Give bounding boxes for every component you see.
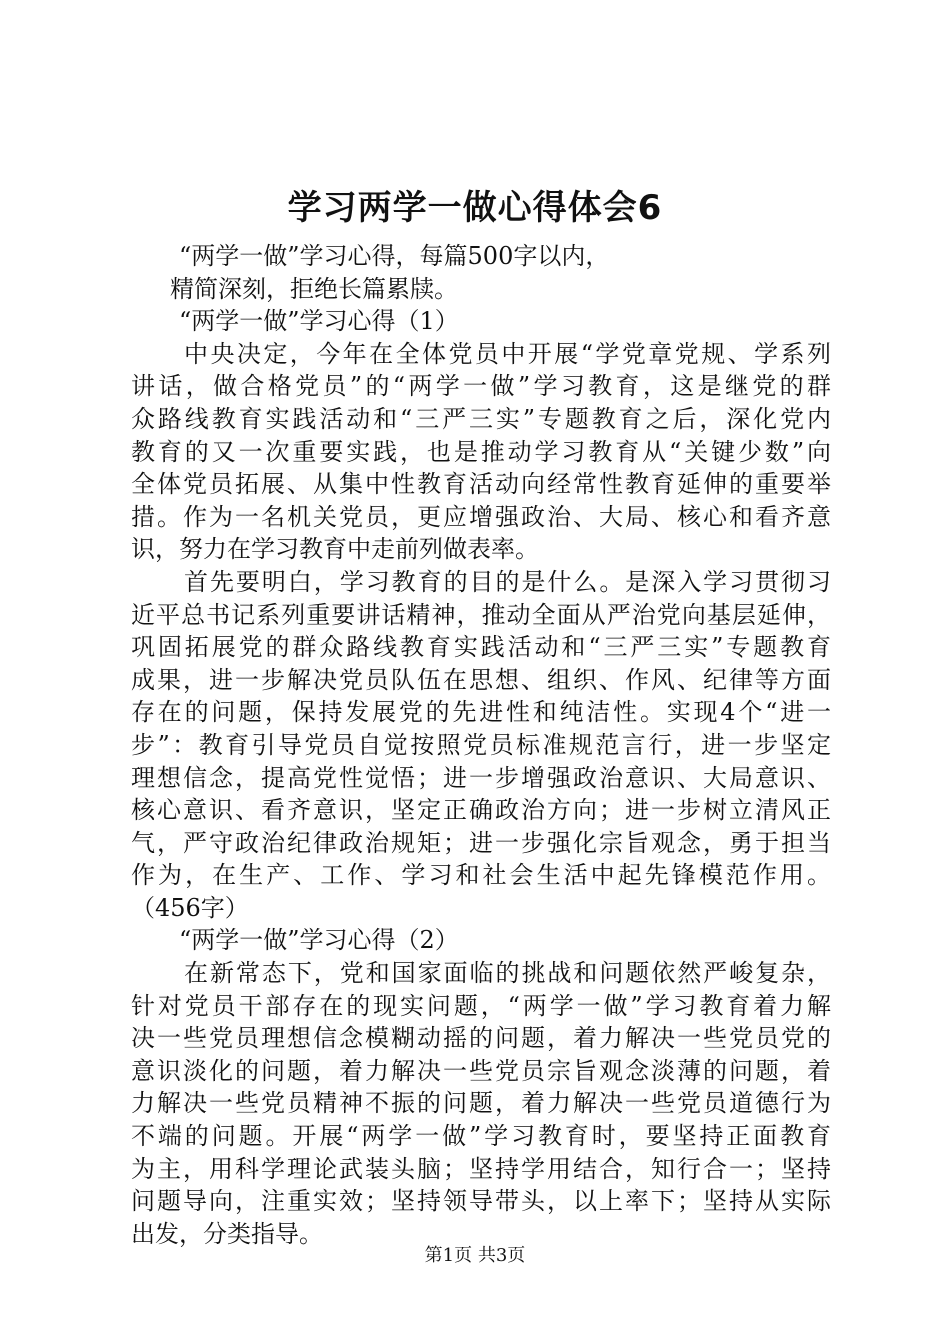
paragraph-line: 出发，分类指导。 [131,1219,323,1248]
paragraph-line: 在新常态下，党和国家面临的挑战和问题依然严峻复杂， [184,959,831,988]
paragraph-line: 问题导向，注重实效；坚持领导带头，以上率下；坚持从实际 [131,1187,831,1216]
paragraph-line: 近平总书记系列重要讲话精神，推动全面从严治党向基层延伸， [131,600,831,629]
intro-line: 精简深刻，拒绝长篇累牍。 [170,274,458,303]
paragraph-line: 巩固拓展党的群众路线教育实践活动和“三严三实”专题教育 [131,633,831,662]
paragraph-line: 中央决定，今年在全体党员中开展“学党章党规、学系列 [184,339,831,368]
paragraph-line: 核心意识、看齐意识，坚定正确政治方向；进一步树立清风正 [131,796,831,825]
paragraph-line: 首先要明白，学习教育的目的是什么。是深入学习贯彻习 [184,567,831,596]
page-number-footer: 第1页 共3页 [424,1245,526,1266]
paragraph [131,566,831,925]
paragraph-line: 理想信念，提高党性觉悟；进一步增强政治意识、大局意识、 [131,763,831,792]
intro-line: “两学一做”学习心得，每篇500字以内， [179,242,610,270]
paragraph-line: 气，严守政治纪律政治规矩；进一步强化宗旨观念，勇于担当 [131,828,831,857]
paragraph-line: 针对党员干部存在的现实问题，“两学一做”学习教育着力解 [131,991,831,1020]
paragraph-line: 识，努力在学习教育中走前列做表率。 [131,535,539,564]
paragraph-line: 众路线教育实践活动和“三严三实”专题教育之后，深化党内 [131,404,831,433]
paragraph-line: 步”：教育引导党员自觉按照党员标准规范言行，进一步坚定 [131,730,831,759]
paragraph-line: 讲话，做合格党员”的“两学一做”学习教育，这是继党的群 [131,372,831,401]
section-heading: “两学一做”学习心得（2） [179,926,459,955]
paragraph [131,338,831,566]
paragraph-line: 作为，在生产、工作、学习和社会生活中起先锋模范作用。 [131,861,831,890]
paragraph-line: （456字） [131,893,249,922]
document-title: 学习两学一做心得体会6 [287,188,663,228]
paragraph-line: 教育的又一次重要实践，也是推动学习教育从“关键少数”向 [131,437,831,466]
paragraph-line: 成果，进一步解决党员队伍在思想、组织、作风、纪律等方面 [131,665,831,694]
paragraph-line: 存在的问题，保持发展党的先进性和纯洁性。实现4个“进一 [131,698,831,727]
paragraph-line: 不端的问题。开展“两学一做”学习教育时，要坚持正面教育 [131,1122,831,1151]
paragraph-line: 为主，用科学理论武装头脑；坚持学用结合，知行合一；坚持 [131,1154,831,1183]
document-body [131,240,831,1250]
paragraph-line: 措。作为一名机关党员，更应增强政治、大局、核心和看齐意 [131,502,831,531]
section-heading: “两学一做”学习心得（1） [179,307,459,336]
paragraph-line: 全体党员拓展、从集中性教育活动向经常性教育延伸的重要举 [131,470,831,499]
paragraph [131,957,831,1250]
paragraph-line: 意识淡化的问题，着力解决一些党员宗旨观念淡薄的问题，着 [131,1056,831,1085]
paragraph-line: 决一些党员理想信念模糊动摇的问题，着力解决一些党员党的 [131,1024,831,1053]
paragraph-line: 力解决一些党员精神不振的问题，着力解决一些党员道德行为 [131,1089,831,1118]
